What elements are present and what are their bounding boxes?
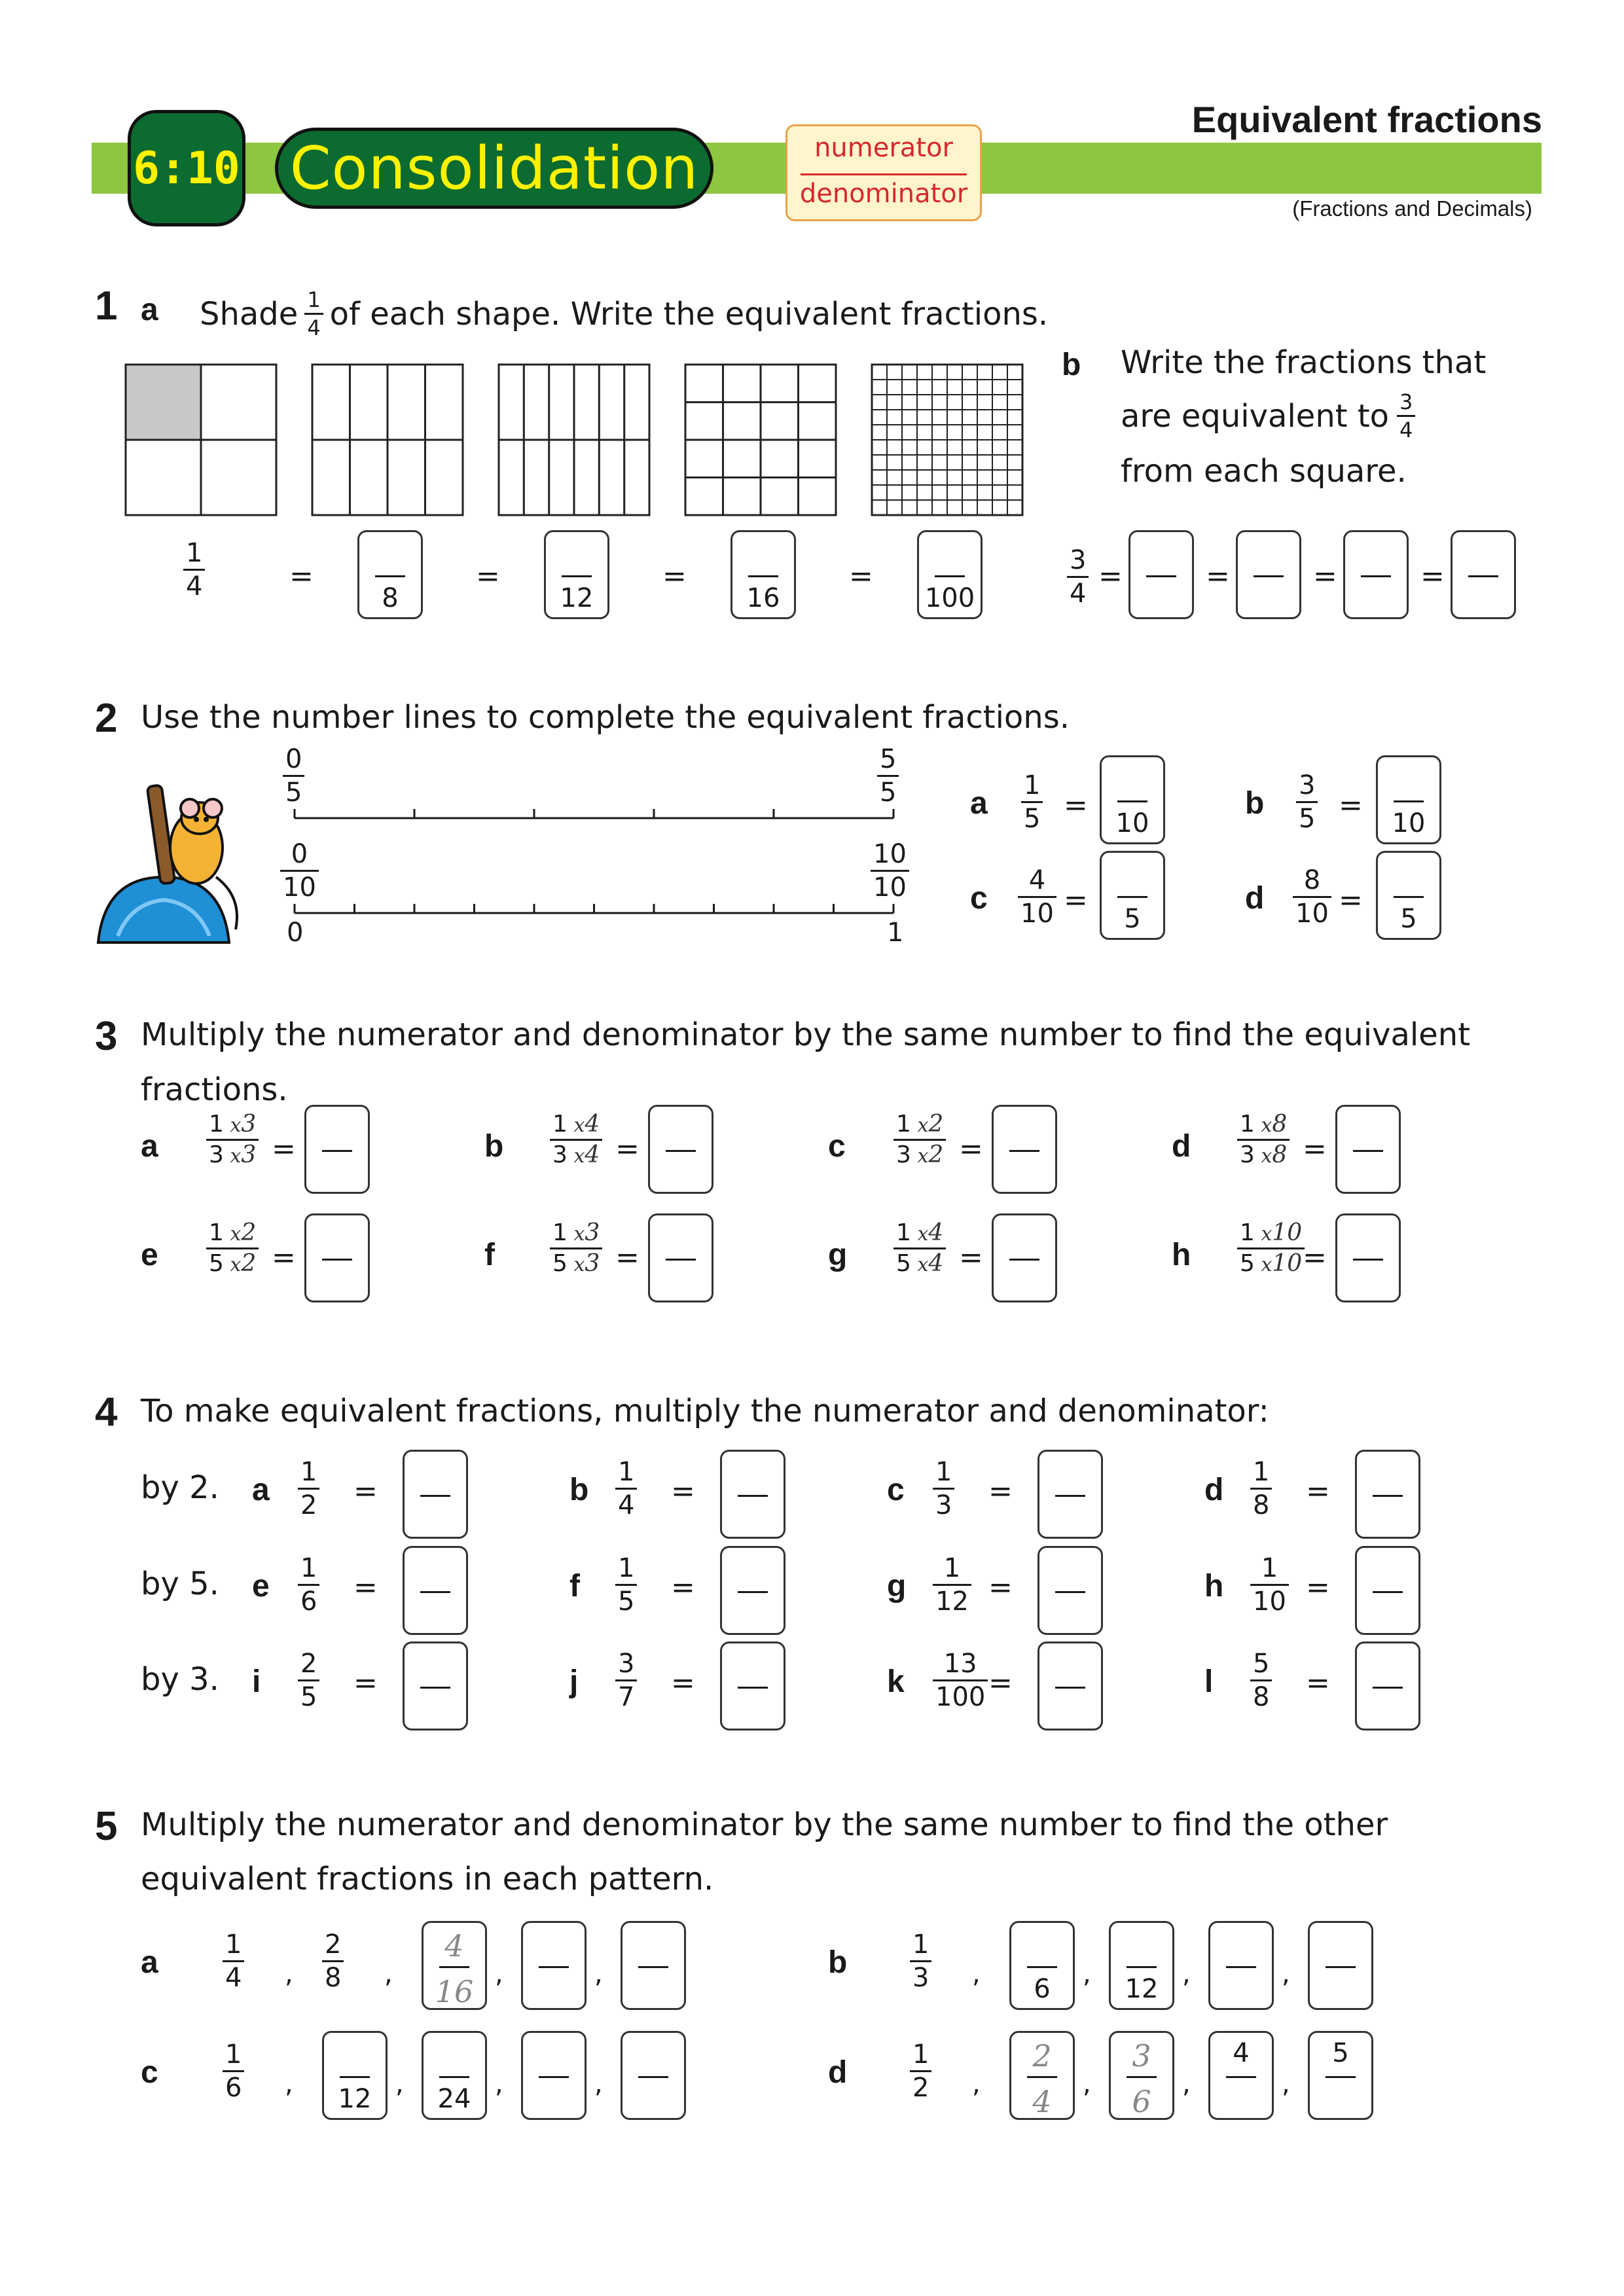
fraction: $\frac{3}{7}$	[615, 1651, 637, 1710]
fraction: $\frac{1}{12}$	[933, 1555, 971, 1615]
instruction-text: are equivalent to	[1121, 397, 1390, 435]
multiply-sign: x	[911, 1114, 929, 1137]
answer-box[interactable]	[621, 2031, 686, 2120]
equals-sign: =	[615, 1132, 640, 1166]
answer-box[interactable]	[304, 1105, 370, 1194]
answer-box[interactable]	[1335, 1105, 1401, 1194]
part-label: d	[1204, 1473, 1224, 1507]
part-label: h	[1172, 1238, 1191, 1272]
fraction: $\frac{1}{8}$	[1250, 1459, 1272, 1518]
given-fraction	[322, 1931, 344, 1991]
fraction-item	[615, 1459, 637, 1518]
part-label: a	[252, 1473, 270, 1507]
fraction-item: $\frac{4}{10}$	[1018, 867, 1056, 927]
part-label: f	[569, 1569, 580, 1604]
fraction: $\frac{1 x3}{3 x3}$	[206, 1113, 259, 1167]
equals-sign: =	[1420, 560, 1445, 593]
equals-sign: =	[615, 1241, 640, 1274]
equals-sign: =	[272, 1241, 296, 1274]
numerator-label: numerator	[814, 133, 953, 163]
answer-box[interactable]: 2 4	[1009, 2031, 1075, 2120]
equals-sign: =	[959, 1241, 983, 1274]
answer-box[interactable]	[304, 1213, 370, 1302]
multiply-sign: x	[911, 1223, 929, 1246]
part-label: g	[828, 1238, 848, 1272]
part-label: a	[141, 1945, 158, 1980]
comma: ,	[285, 2069, 293, 2099]
fraction: $\frac{1 x2}{3 x2}$	[893, 1113, 946, 1167]
shape-2x2[interactable]	[126, 365, 276, 515]
q5-instruction-line: Multiply the numerator and denominator by the same number to find the other	[141, 1806, 1388, 1843]
part-label: b	[1062, 348, 1081, 382]
q3-instruction-line: fractions.	[141, 1071, 288, 1108]
fraction: $\frac{1 x2}{5 x2}$	[206, 1221, 259, 1276]
answer-box[interactable]: 16	[731, 530, 796, 619]
part-label: c	[828, 1129, 846, 1164]
comma: ,	[972, 1959, 981, 1989]
line1-start-fraction	[283, 746, 304, 806]
part-label: j	[569, 1664, 579, 1699]
multiplied-fraction	[1237, 1113, 1290, 1167]
equals-sign: =	[959, 1132, 983, 1166]
shape-10x10[interactable]	[872, 365, 1022, 515]
fraction-item	[933, 1555, 971, 1615]
answer-box[interactable]	[403, 1450, 468, 1539]
multiply-sign: x	[223, 1223, 242, 1246]
answer-box[interactable]	[1355, 1450, 1420, 1539]
equals-sign: =	[353, 1666, 378, 1700]
zero-label: 0	[287, 918, 304, 948]
equals-sign: =	[289, 560, 314, 593]
multiplied-fraction	[893, 1113, 946, 1167]
multiply-sign: x	[567, 1145, 585, 1168]
equals-sign: =	[272, 1132, 296, 1166]
fraction: $\frac{10}{10}$	[871, 841, 909, 901]
fraction: $\frac{3}{4}$	[1067, 547, 1089, 607]
shapes-row	[124, 363, 1041, 527]
multiplier-label: by 5.	[141, 1566, 219, 1602]
part-label: a	[141, 1129, 158, 1164]
shape-6x2[interactable]	[499, 365, 649, 515]
fraction-item	[933, 1459, 954, 1518]
answer-box[interactable]	[1343, 530, 1409, 619]
topic-subtitle: (Fractions and Decimals)	[1292, 196, 1532, 221]
multiply-sign: x	[1254, 1253, 1272, 1276]
equals-sign: =	[353, 1475, 378, 1508]
multiplier-label: by 2.	[141, 1469, 219, 1506]
line2-end-fraction	[871, 841, 909, 901]
answer-box[interactable]: 6	[1009, 1921, 1075, 2010]
answer-box[interactable]: 3 6	[1109, 2031, 1174, 2120]
comma: ,	[1083, 2069, 1091, 2099]
equals-sign: =	[662, 560, 687, 593]
answer-box[interactable]	[648, 1213, 713, 1302]
part-label: d	[1172, 1129, 1191, 1164]
multiply-sign: x	[567, 1114, 585, 1137]
answer-box[interactable]	[720, 1450, 785, 1539]
instruction-text: of each shape. Write the equivalent fractions.	[329, 295, 1049, 332]
answer-box[interactable]	[403, 1546, 468, 1635]
equals-sign: =	[1206, 560, 1230, 593]
comma: ,	[384, 1959, 393, 1989]
answer-box[interactable]	[1308, 1921, 1373, 2010]
question-number: 5	[95, 1804, 118, 1849]
comma: ,	[972, 2069, 981, 2099]
instruction-text: Shade	[200, 295, 298, 332]
q1b-instruction-line: from each square.	[1121, 453, 1407, 490]
equals-sign: =	[353, 1571, 378, 1604]
fraction: $\frac{0}{10}$	[280, 841, 319, 901]
comma: ,	[285, 1959, 293, 1989]
part-label: i	[252, 1664, 261, 1699]
equals-sign: =	[476, 560, 500, 593]
multiply-sign: x	[911, 1145, 929, 1168]
fraction-bar	[801, 173, 967, 175]
line2-start-fraction	[280, 841, 319, 901]
equals-sign: =	[1064, 884, 1088, 917]
q1b-instruction-line	[1121, 391, 1415, 440]
equals-sign: =	[1306, 1571, 1330, 1604]
fraction: $\frac{5}{5}$	[877, 746, 899, 806]
answer-box[interactable]	[1335, 1213, 1401, 1302]
question-number: 2	[95, 696, 118, 741]
multiply-sign: x	[1254, 1114, 1272, 1137]
line1-end-fraction	[877, 746, 899, 806]
answer-box[interactable]: 5	[1308, 2031, 1373, 2120]
answer-box[interactable]	[403, 1641, 468, 1731]
denominator-label: denominator	[799, 179, 968, 209]
given-fraction	[223, 2041, 244, 2101]
equals-sign: =	[671, 1571, 695, 1604]
answer-box[interactable]: 5	[1100, 851, 1165, 940]
part-label: b	[828, 1945, 848, 1980]
shape-4x2[interactable]	[312, 365, 463, 515]
equals-sign: =	[988, 1475, 1013, 1508]
fraction-item	[615, 1555, 637, 1615]
equals-sign: =	[1064, 789, 1088, 822]
fraction: $\frac{0}{5}$	[283, 746, 304, 806]
equals-sign: =	[1303, 1132, 1327, 1166]
equals-sign: =	[988, 1666, 1013, 1700]
answer-box[interactable]	[1355, 1641, 1420, 1731]
comma: ,	[1182, 2069, 1191, 2099]
fraction: $\frac{1}{4}$	[223, 1931, 244, 1991]
question-number: 3	[95, 1014, 118, 1059]
equals-sign: =	[671, 1475, 695, 1508]
answer-box[interactable]	[621, 1921, 686, 2010]
part-label: c	[887, 1473, 905, 1507]
numerator-denominator-box	[785, 124, 982, 221]
multiply-sign: x	[567, 1223, 585, 1246]
part-label: e	[252, 1569, 270, 1604]
fraction: $\frac{1}{6}$	[223, 2041, 244, 2101]
question-number: 4	[95, 1390, 118, 1435]
comma: ,	[495, 2069, 503, 2099]
fraction-item: $\frac{8}{10}$	[1293, 867, 1331, 927]
part-label: b	[569, 1473, 589, 1507]
shape-4x4[interactable]	[685, 365, 836, 515]
fraction: $\frac{1}{4}$	[615, 1459, 637, 1518]
fraction-item	[1250, 1555, 1289, 1615]
answer-box[interactable]	[1038, 1450, 1103, 1539]
multiplied-fraction	[206, 1113, 259, 1167]
answer-box[interactable]: 12	[544, 530, 609, 619]
multiply-sign: x	[223, 1114, 242, 1137]
answer-box[interactable]: 8	[357, 530, 423, 619]
fraction: $\frac{1}{5}$	[615, 1555, 637, 1615]
fraction: $\frac{1 x8}{3 x8}$	[1237, 1113, 1290, 1167]
multiplied-fraction	[550, 1221, 602, 1276]
answer-box[interactable]	[521, 1921, 586, 2010]
part-label: e	[141, 1238, 158, 1272]
q1a-instruction	[200, 289, 1048, 338]
fraction: $\frac{1}{4}$	[304, 289, 323, 338]
equals-sign: =	[988, 1571, 1013, 1604]
fraction: $\frac{1}{3}$	[933, 1459, 954, 1518]
answer-box[interactable]: 100	[917, 530, 983, 619]
part-label: c	[141, 2055, 158, 2090]
comma: ,	[594, 2069, 603, 2099]
part-label: b	[484, 1129, 504, 1164]
fraction-item: $\frac{1}{5}$	[1021, 772, 1043, 832]
comma: ,	[1282, 2069, 1290, 2099]
fraction: $\frac{1}{2}$	[298, 1459, 319, 1518]
answer-box[interactable]	[1128, 530, 1194, 619]
fraction: $\frac{2}{5}$	[298, 1651, 319, 1710]
equals-sign: =	[1306, 1666, 1330, 1700]
comma: ,	[594, 1959, 603, 1989]
equals-sign: =	[1313, 560, 1337, 593]
topic-title: Equivalent fractions	[1191, 99, 1542, 140]
equals-sign: =	[671, 1666, 695, 1700]
fraction: $\frac{1}{4}$	[183, 540, 205, 600]
equals-sign: =	[849, 560, 873, 593]
q2-instruction: Use the number lines to complete the equivalent fractions.	[141, 699, 1070, 736]
fraction-item	[1250, 1651, 1272, 1710]
given-fraction	[910, 2041, 931, 2101]
fraction-item	[933, 1651, 988, 1710]
equals-sign: =	[1303, 1241, 1327, 1274]
fraction-item	[298, 1651, 319, 1710]
q1b-start-fraction	[1067, 547, 1089, 607]
part-label: a	[141, 293, 158, 327]
answer-box[interactable]: 12	[1109, 1921, 1174, 2010]
part-label: d	[828, 2055, 848, 2090]
fraction: $\frac{1}{6}$	[298, 1555, 319, 1615]
answer-box[interactable]: 12	[322, 2031, 388, 2120]
fraction: $\frac{1 x4}{3 x4}$	[550, 1113, 602, 1167]
answer-box[interactable]	[720, 1641, 785, 1731]
fraction: $\frac{1}{3}$	[910, 1931, 931, 1991]
answer-box[interactable]	[521, 2031, 586, 2120]
fraction: $\frac{5}{8}$	[1250, 1651, 1272, 1710]
fraction-item: $\frac{3}{5}$	[1296, 772, 1318, 832]
q4-instruction: To make equivalent fractions, multiply the numerator and denominator:	[141, 1393, 1269, 1429]
multiplied-fraction	[893, 1221, 946, 1276]
part-label: a	[970, 786, 988, 821]
q5-instruction-line: equivalent fractions in each pattern.	[141, 1861, 714, 1897]
part-label: c	[970, 881, 988, 916]
answer-box[interactable]	[1208, 1921, 1274, 2010]
part-label: h	[1204, 1569, 1224, 1604]
given-fraction	[910, 1931, 931, 1991]
fraction-item	[298, 1459, 319, 1518]
number-lines	[281, 746, 923, 956]
fraction: $\frac{2}{8}$	[322, 1931, 344, 1991]
fraction-item	[615, 1651, 637, 1710]
q3-instruction-line: Multiply the numerator and denominator by the same number to find the equivalent	[141, 1016, 1471, 1053]
multiplier-label: by 3.	[141, 1661, 219, 1698]
page-title: Consolidation	[275, 128, 713, 209]
part-label: b	[1245, 786, 1265, 821]
equals-sign: =	[1339, 884, 1363, 917]
equals-sign: =	[1098, 560, 1123, 593]
multiply-sign: x	[223, 1253, 242, 1276]
answer-box[interactable]: 10	[1376, 755, 1441, 844]
mouse-mascot-image	[92, 779, 255, 956]
multiplied-fraction	[206, 1221, 259, 1276]
comma: ,	[1083, 1959, 1091, 1989]
q1b-instruction-line: Write the fractions that	[1121, 344, 1487, 381]
fraction: $\frac{1 x3}{5 x3}$	[550, 1221, 602, 1276]
answer-box[interactable]	[992, 1105, 1057, 1194]
answer-box[interactable]: 4	[1208, 2031, 1274, 2120]
answer-box[interactable]	[720, 1546, 785, 1635]
given-fraction	[223, 1931, 244, 1991]
one-label: 1	[887, 918, 904, 948]
part-label: d	[1245, 881, 1265, 916]
answer-box[interactable]: 5	[1376, 851, 1441, 940]
equals-sign: =	[1339, 789, 1363, 822]
fraction: $\frac{13}{100}$	[933, 1651, 988, 1710]
unit-badge: 6:10	[128, 110, 245, 226]
multiply-sign: x	[1254, 1223, 1272, 1246]
fraction: $\frac{1 x10}{5 x10}$	[1237, 1221, 1305, 1276]
part-label: l	[1204, 1664, 1214, 1699]
answer-box[interactable]	[648, 1105, 713, 1194]
fraction-item	[1250, 1459, 1272, 1518]
answer-box[interactable]	[1038, 1641, 1103, 1731]
answer-box[interactable]	[1038, 1546, 1103, 1635]
multiply-sign: x	[567, 1253, 585, 1276]
fraction: $\frac{3}{4}$	[1397, 391, 1415, 440]
fraction: $\frac{1 x4}{5 x4}$	[893, 1221, 946, 1276]
q1a-answer-row	[183, 540, 205, 600]
answer-box[interactable]: 10	[1100, 755, 1165, 844]
answer-box[interactable]	[1236, 530, 1301, 619]
answer-box[interactable]	[1451, 530, 1516, 619]
part-label: k	[887, 1664, 905, 1699]
answer-box[interactable]: 24	[422, 2031, 487, 2120]
comma: ,	[395, 2069, 404, 2099]
multiplied-fraction	[1237, 1221, 1305, 1276]
answer-box[interactable]	[1355, 1546, 1420, 1635]
answer-box[interactable]: 4 16	[422, 1921, 487, 2010]
answer-box[interactable]	[992, 1213, 1057, 1302]
question-number: 1	[95, 283, 118, 329]
multiplied-fraction	[550, 1113, 602, 1167]
comma: ,	[1282, 1959, 1290, 1989]
multiply-sign: x	[223, 1145, 242, 1168]
part-label: g	[887, 1569, 907, 1604]
multiply-sign: x	[1254, 1145, 1272, 1168]
part-label: f	[484, 1238, 495, 1272]
fraction: $\frac{1}{2}$	[910, 2041, 931, 2101]
multiply-sign: x	[911, 1253, 929, 1276]
comma: ,	[1182, 1959, 1191, 1989]
equals-sign: =	[1306, 1475, 1330, 1508]
fraction-item	[298, 1555, 319, 1615]
fraction: $\frac{1}{10}$	[1250, 1555, 1289, 1615]
comma: ,	[495, 1959, 503, 1989]
